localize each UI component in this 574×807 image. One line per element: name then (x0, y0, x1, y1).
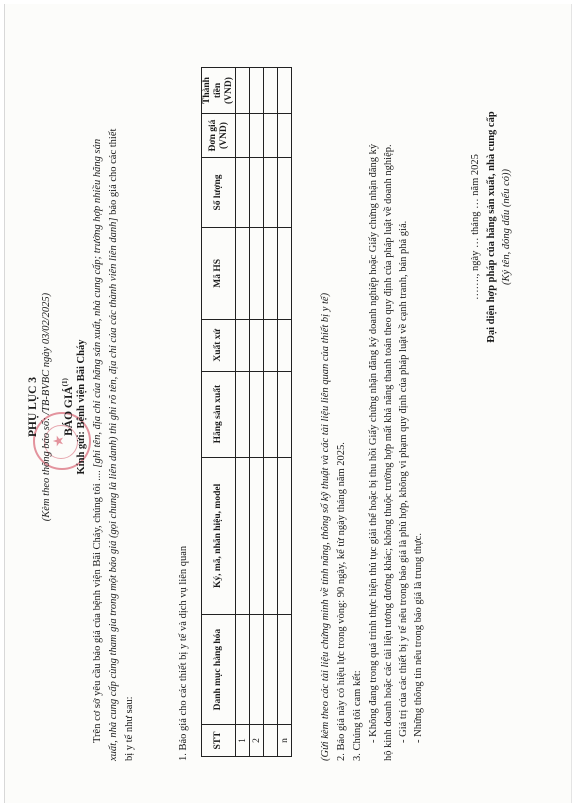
recipient-line: Kính gửi: Bệnh viện Bãi Cháy (76, 339, 87, 475)
document-title (59, 17, 76, 797)
appendix-title: PHỤ LỤC 3 (27, 376, 39, 438)
intro-line-2-plain: báo giá cho các thiết (108, 128, 119, 218)
section-1-title: 1. Báo giá cho các thiết bị y tế và dịch vụ liên quan (178, 545, 189, 761)
commitment-item: - Những thông tin nêu trong báo giá là trung thực. (413, 533, 424, 743)
intro-line-1-plain: Trên cơ sở yêu cầu báo giá của bệnh viện Bãi Cháy, chúng tôi .... (92, 467, 103, 743)
commitment-item: - Giá trị của các thiết bị y tế nêu trong báo giá là phù hợp, không vi phạm quy định của pháp luật về cạnh tranh, bán phá giá. (398, 220, 409, 743)
commitment-item: - Không đang trong quá trình thực hiện thủ tục giải thể hoặc bị thu hồi Giấy chứng nhận đăng ký doanh nghiệp hoặc Giấy chứng nhận đăng ký (368, 143, 379, 743)
table-row (236, 68, 250, 757)
validity-line: 2. Báo giá này có hiệu lực trong vòng: 90 ngày, kể từ ngày tháng năm 2025. (336, 442, 347, 761)
col-header-stt: STT (202, 725, 236, 757)
intro-line-2-italic: xuất, nhà cung cấp cùng tham gia trong một báo giá (gọi chung là liên danh) thì ghi rõ tên, địa chỉ của các thành viên liên danh] (108, 217, 119, 761)
col-header-item: Danh mục hàng hóa (202, 615, 236, 725)
attachment-note: (Kèm theo thông báo số: /TB-BVBC ngày 03/02/2025) (41, 292, 52, 522)
document-title-footnote: (1) (61, 378, 69, 387)
col-header-hs-code: Mã HS (202, 227, 236, 319)
col-header-quantity: Số lượng (202, 158, 236, 228)
col-header-origin: Xuất xứ (202, 319, 236, 371)
col-header-unit-price: Đơn giá (VND) (202, 114, 236, 158)
col-header-manufacturer: Hãng sản xuất (202, 371, 236, 457)
red-seal-stamp: ★ (33, 412, 91, 470)
row-number (264, 725, 278, 757)
signature-signer: Đại diện hợp pháp của hãng sản xuất, nhà cung cấp (486, 111, 497, 343)
intro-line-1 (91, 139, 104, 743)
commitments-title: 3. Chúng tôi cam kết: (352, 670, 363, 761)
scanned-page (4, 4, 572, 803)
attachment-requirement-note: (Gửi kèm theo các tài liệu chứng minh về tính năng, thông số kỹ thuật và các tài liệu liên quan của thiết bị y tế) (320, 292, 331, 761)
intro-line-3: bị y tế như sau: (124, 696, 135, 761)
row-number: 2 (250, 725, 264, 757)
quotation-table (201, 67, 292, 757)
intro-line-2 (107, 129, 120, 761)
row-number: n (278, 725, 292, 757)
col-header-model: Ký, mã, nhãn hiệu, model (202, 457, 236, 615)
commitment-item: hộ kinh doanh hoặc các tài liệu tương đương khác; không thuộc trường hợp mất khả năng thanh toán theo quy định của pháp luật về doanh nghiệp. (383, 144, 394, 761)
signature-note: (Ký tên, đóng dấu (nếu có)) (501, 168, 512, 286)
table-row (264, 68, 278, 757)
table-row (250, 68, 264, 757)
rotated-document (19, 17, 559, 797)
intro-line-1-italic: [ghi tên, địa chỉ của hãng sản xuất, nhà cung cấp; trường hợp nhiều hãng sản (92, 138, 103, 468)
row-number: 1 (236, 725, 250, 757)
table-row (278, 68, 292, 757)
signature-date-line: ……., ngày … tháng … năm 2025 (470, 154, 481, 300)
col-header-total: Thành tiền (VND) (202, 68, 236, 114)
document-title-text: BÁO GIÁ (62, 386, 75, 436)
